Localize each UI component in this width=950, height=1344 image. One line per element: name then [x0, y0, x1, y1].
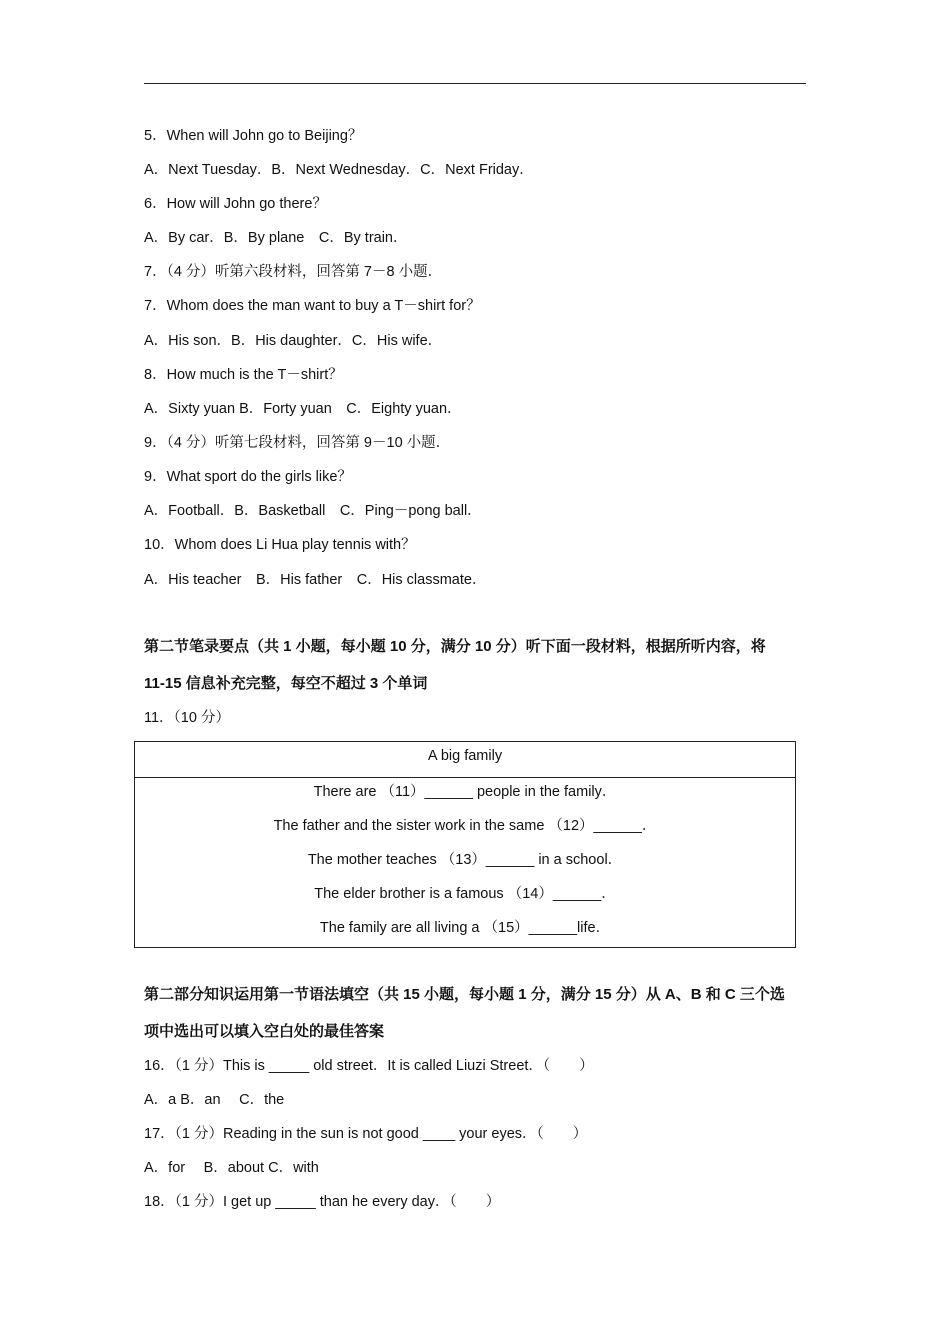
options-9: A．Football．B．Basketball C．Ping－pong ball．: [144, 503, 482, 519]
table-row: The elder brother is a famous （14）______．: [314, 886, 616, 902]
section2-heading-line1: 第二节笔录要点（共 1 小题，每小题 10 分，满分 10 分）听下面一段材料，根据所听内容，将: [144, 638, 766, 655]
table-row: The father and the sister work in the same （12）______．: [273, 818, 657, 834]
table-body: [135, 778, 795, 952]
table-row: There are （11）______ people in the family．: [313, 784, 617, 800]
header-rule: [144, 83, 806, 84]
question-7: 7．Whom does the man want to buy a T－shirt for？: [144, 298, 481, 314]
table-row: The family are all living a （15）______life．: [319, 920, 611, 936]
question-18: 18．（1 分）I get up _____ than he every day．（ ）: [144, 1194, 501, 1210]
question-17: 17．（1 分）Reading in the sun is not good ____ your eyes．（ ）: [144, 1126, 588, 1142]
section2-heading-line2: 11-15 信息补充完整，每空不超过 3 个单词: [144, 675, 428, 692]
question-11: 11．（10 分）: [144, 710, 230, 726]
question-6: 6．How will John go there？: [144, 196, 327, 212]
question-9: 9．What sport do the girls like？: [144, 469, 352, 485]
big-family-table: [134, 741, 796, 948]
options-6: A．By car．B．By plane C．By train．: [144, 230, 408, 246]
instruction-7-8: 7．（4 分）听第六段材料，回答第 7－8 小题．: [144, 264, 443, 280]
instruction-9-10: 9．（4 分）听第七段材料，回答第 9－10 小题．: [144, 435, 451, 451]
question-8: 8．How much is the T－shirt？: [144, 367, 343, 383]
options-5: A．Next Tuesday．B．Next Wednesday．C．Next Friday．: [144, 162, 534, 178]
question-5: 5．When will John go to Beijing？: [144, 128, 363, 144]
options-16: A．a B．an C．the: [144, 1092, 285, 1108]
question-16: 16．（1 分）This is _____ old street．It is called Liuzi Street．（ ）: [144, 1058, 594, 1074]
options-17: A．for B．about C．with: [144, 1160, 319, 1176]
options-10: A．His teacher B．His father C．His classmate．: [144, 572, 487, 588]
part2-heading-line1: 第二部分知识运用第一节语法填空（共 15 小题，每小题 1 分，满分 15 分）从 A、B 和 C 三个选: [144, 986, 785, 1003]
options-8: A．Sixty yuan B．Forty yuan C．Eighty yuan．: [144, 401, 462, 417]
table-row: The mother teaches （13）______ in a school．: [307, 852, 623, 868]
part2-heading-line2: 项中选出可以填入空白处的最佳答案: [144, 1023, 385, 1040]
options-7: A．His son．B．His daughter．C．His wife．: [144, 333, 443, 349]
table-title: A big family: [135, 742, 795, 778]
question-10: 10．Whom does Li Hua play tennis with？: [144, 537, 416, 553]
